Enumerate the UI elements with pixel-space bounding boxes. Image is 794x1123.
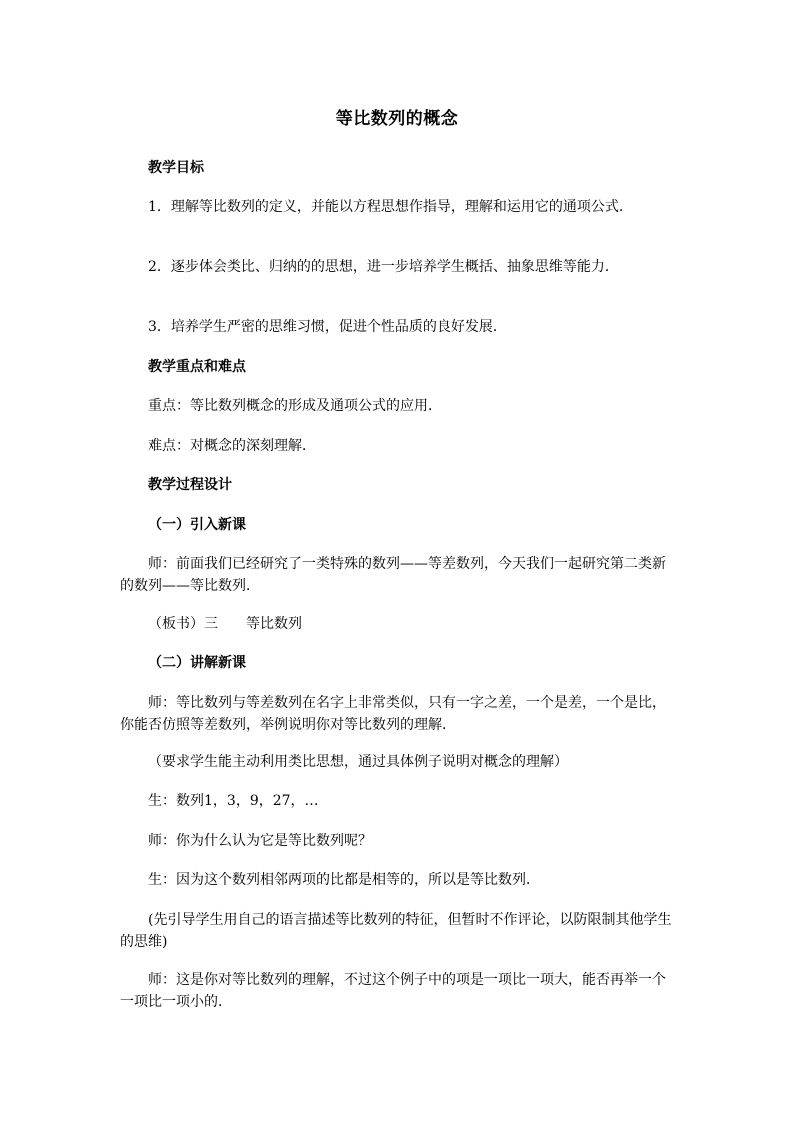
teacher-line-3: 师：你为什么认为它是等比数列呢？ [148,833,372,849]
heading-key-points: 教学重点和难点 [148,359,246,375]
heading-process-design: 教学过程设计 [148,477,232,493]
goal-item-2: 2．逐步体会类比、归纳的的思想，进一步培养学生概括、抽象思维等能力． [148,259,619,275]
teaching-note-2: (先引导学生用自己的语言描述等比数列的特征，但暂时不作评论，以防限制其他学生的思维) [120,912,672,950]
goal-item-1: 1．理解等比数列的定义，并能以方程思想作指导，理解和运用它的通项公式． [148,199,633,215]
student-line-2: 生：因为这个数列相邻两项的比都是相等的，所以是等比数列． [148,872,540,888]
board-note: （板书）三 等比数列 [148,616,302,632]
goal-item-3: 3．培养学生严密的思维习惯，促进个性品质的良好发展． [148,319,507,335]
heading-teaching-goals: 教学目标 [148,160,204,176]
document-title: 等比数列的概念 [335,109,459,129]
teaching-note-1: （要求学生能主动利用类比思想，通过具体例子说明对概念的理解） [148,754,568,770]
teacher-line-2: 师：等比数列与等差数列在名字上非常类似，只有一字之差，一个是差，一个是比，你能否仿照等差数列，举例说明你对等比数列的理解． [120,695,666,733]
student-line-1: 生：数列1，3，9，27，… [148,793,319,809]
section-explain-heading: （二）讲解新课 [148,655,246,671]
difficult-point: 难点：对概念的深刻理解． [148,438,316,454]
teacher-line-1: 师：前面我们已经研究了一类特殊的数列——等差数列，今天我们一起研究第二类新的数列——等比数列． [120,556,666,594]
teacher-line-4: 师：这是你对等比数列的理解，不过这个例子中的项是一项比一项大，能否再举一个一项比一项小的． [120,972,666,1010]
key-point: 重点：等比数列概念的形成及通项公式的应用． [148,398,442,414]
section-intro-heading: （一）引入新课 [148,517,246,533]
